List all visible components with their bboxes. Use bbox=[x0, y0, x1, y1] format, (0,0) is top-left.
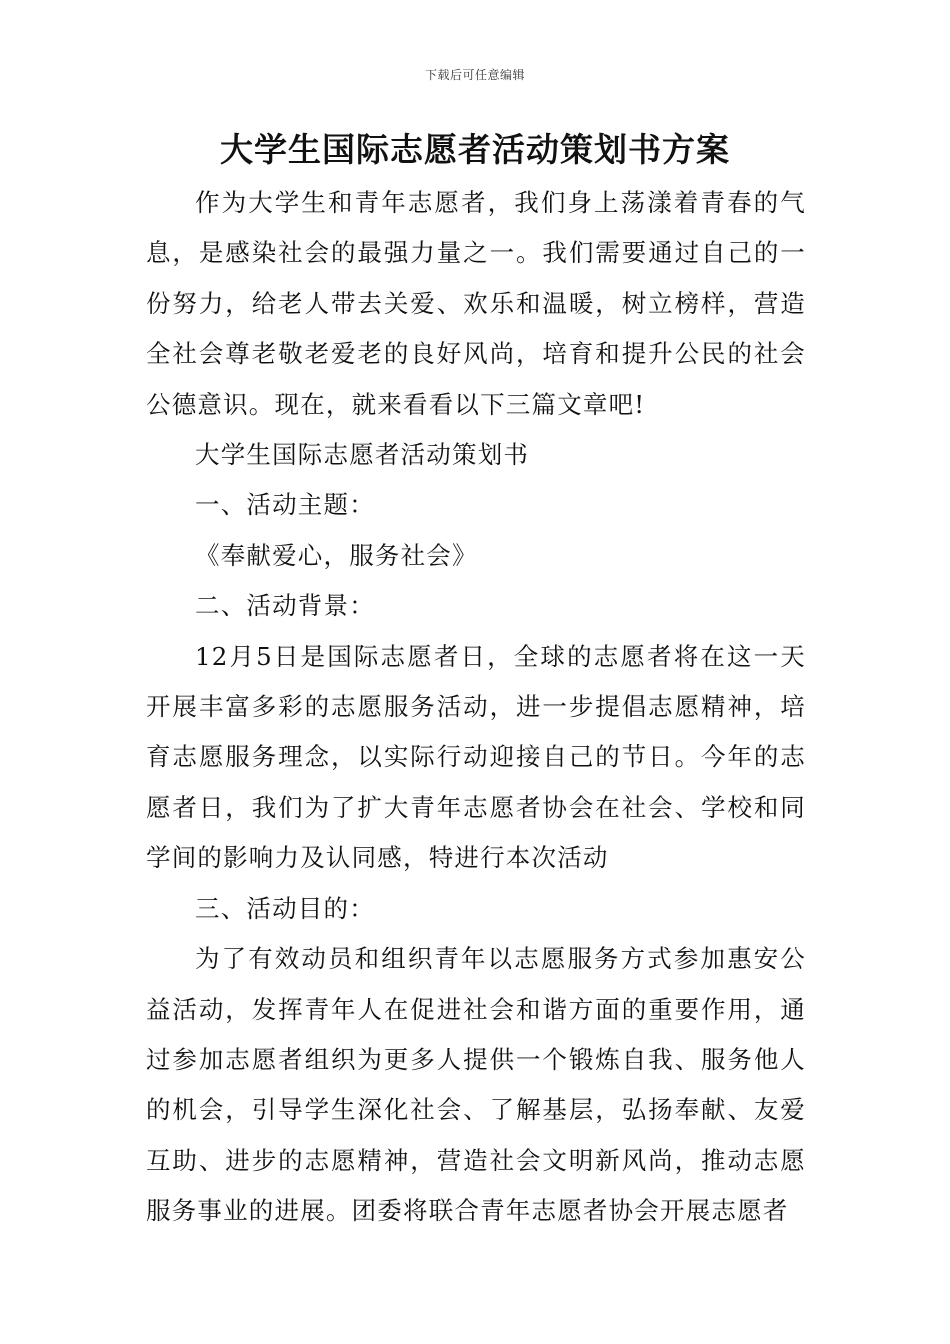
section-heading: 一、活动主题： bbox=[195, 490, 375, 520]
section-heading: 二、活动背景： bbox=[195, 591, 375, 621]
section-heading: 三、活动目的： bbox=[195, 893, 375, 923]
document-title: 大学生国际志愿者活动策划书方案 bbox=[220, 130, 730, 169]
background-paragraph: 12月5日是国际志愿者日，全球的志愿者将在这一天开展丰富多彩的志愿服务活动，进一步提倡志愿精神，培育志愿服务理念，以实际行动迎接自己的节日。今年的志愿者日，我们为了扩大青年志愿者协会在社会、学校和同学间的影响力及认同感，特进行本次活动 bbox=[146, 641, 806, 873]
purpose-paragraph: 为了有效动员和组织青年以志愿服务方式参加惠安公益活动，发挥青年人在促进社会和谐方面的重要作用，通过参加志愿者组织为更多人提供一个锻炼自我、服务他人的机会，引导学生深化社会、了解基层，弘扬奉献、友爱互助、进步的志愿精神，营造社会文明新风尚，推动志愿服务事业的进展。团委将联合青年志愿者协会开展志愿者 bbox=[146, 944, 806, 1226]
document-body bbox=[146, 178, 806, 1237]
theme-paragraph: 《奉献爱心，服务社会》 bbox=[195, 540, 478, 570]
intro-paragraph: 作为大学生和青年志愿者，我们身上荡漾着青春的气息，是感染社会的最强力量之一。我们需要通过自己的一份努力，给老人带去关爱、欢乐和温暖，树立榜样，营造全社会尊老敬老爱老的良好风尚，培育和提升公民的社会公德意识。现在，就来看看以下三篇文章吧! bbox=[146, 188, 806, 419]
header-note: 下载后可任意编辑 bbox=[424, 68, 525, 82]
section-heading: 大学生国际志愿者活动策划书 bbox=[195, 440, 530, 470]
